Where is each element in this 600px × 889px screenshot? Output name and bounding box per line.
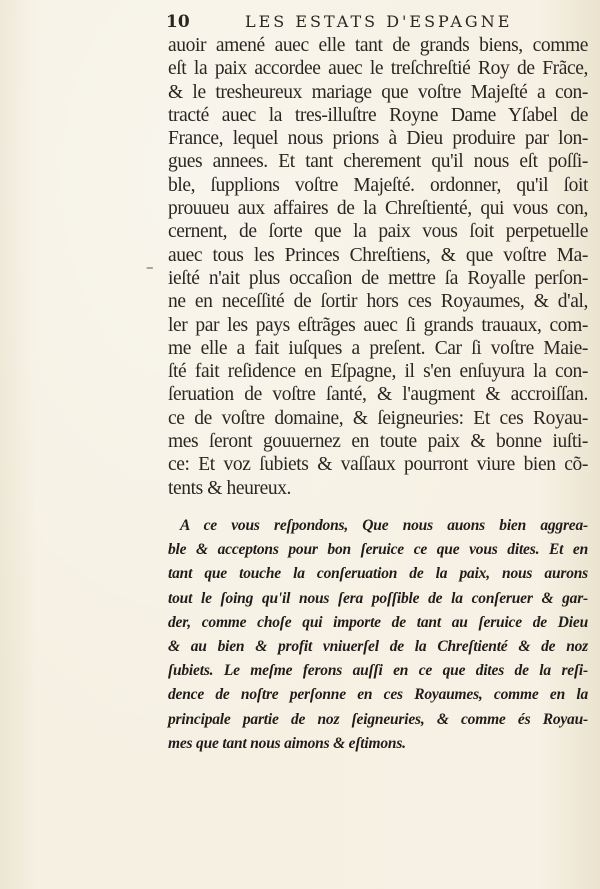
running-head (0, 12, 600, 34)
text-line: auec tous les Princes Chreſtiens, & que voſtre Ma- (168, 244, 588, 266)
text-line: gues annees. Et tant cherement qu'il nous eſt poſſi- (168, 151, 588, 173)
reply-line: dence de noſtre perſonne en ces Royaumes, comme en la (168, 686, 588, 704)
text-line: ne en neceſſité de ſortir hors ces Royaumes, & d'al, (168, 291, 588, 313)
text-line: ce de voſtre domaine, & ſeigneuries: Et ces Royau- (168, 407, 588, 429)
text-line: ieſté n'ait plus occaſion de mettre ſa Royalle perſon- (168, 267, 588, 289)
text-line: prouueu aux affaires de la Chreſtienté, qui vous con, (168, 198, 588, 220)
margin-mark: – (146, 258, 154, 276)
text-line: France, lequel nous prions à Dieu produire par lon- (168, 128, 588, 150)
text-line: tents & heureux. (168, 477, 292, 499)
text-line: ce: Et voz ſubiets & vaſſaux pourront viure bien cõ- (168, 454, 588, 476)
text-line: ſté fait reſidence en Eſpagne, il s'en enſuyura la con- (168, 361, 588, 383)
reply-line: & au bien & profit vniuerſel de la Chreſtienté & de noz (168, 638, 588, 656)
text-line: ler par les pays eſtrãges auec ſi grands trauaux, com- (168, 314, 588, 336)
running-title: LES ESTATS D'ESPAGNE (245, 12, 513, 31)
royal-reply (168, 514, 588, 756)
reply-line: A ce vous reſpondons, Que nous auons bien aggrea- (180, 517, 588, 534)
text-line: me elle a fait iuſques a preſent. Car ſi voſtre Maie- (168, 337, 588, 359)
text-line: cernent, de ſorte que la paix vous ſoit perpetuelle (168, 221, 588, 243)
text-line: eſt la paix accordee auec le treſchreſtié Roy de Frãce, (168, 58, 588, 80)
text-line: ſeruation de voſtre ſanté, & l'augment & accroiſſan. (168, 384, 588, 406)
text-line: mes ſeront gouuernez en toute paix & bonne iuſti- (168, 431, 588, 453)
text-line: & le tresheureux mariage que voſtre Majeſté a con- (168, 81, 588, 103)
reply-line: ſubiets. Le meſme ferons auſſi en ce que dites de la reſi- (168, 662, 588, 680)
reply-line: tant que touche la conſeruation de la paix, nous aurons (168, 565, 588, 583)
reply-line: ble & acceptons pour bon ſeruice ce que vous dites. Et en (168, 541, 588, 559)
text-line: ble, ſupplions voſtre Majeſté. ordonner, qu'il ſoit (168, 174, 588, 196)
reply-line: principale partie de noz ſeigneuries, & comme és Royau- (168, 710, 588, 728)
reply-line: der, comme choſe qui importe de tant au ſeruice de Dieu (168, 613, 588, 631)
reply-line: tout le ſoing qu'il nous ſera poſſible de la conſeruer & gar- (168, 589, 588, 607)
petition-text (168, 34, 588, 500)
reply-line: mes que tant nous aimons & eſtimons. (168, 734, 406, 752)
text-line: auoir amené auec elle tant de grands biens, comme (168, 35, 588, 56)
text-line: tracté auec la tres-illuſtre Royne Dame Yſabel de (168, 104, 588, 126)
page-number: 10 (166, 12, 190, 32)
